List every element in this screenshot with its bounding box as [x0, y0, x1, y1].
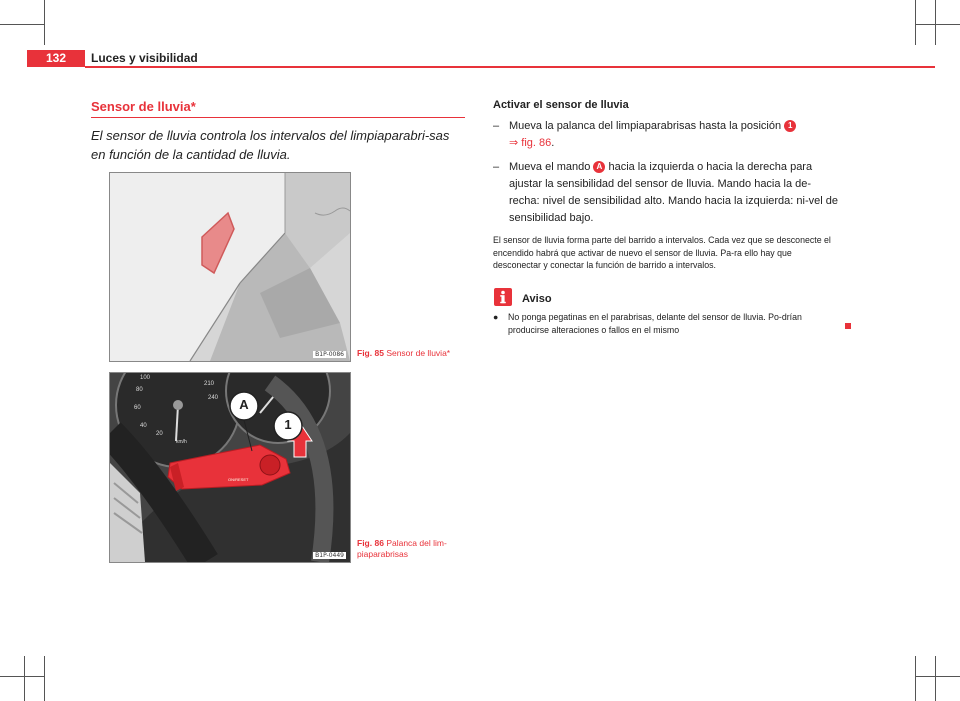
step-1 — [493, 118, 838, 152]
figure-86-caption — [357, 538, 467, 560]
step-text-end: . — [551, 137, 555, 149]
crop-mark — [24, 656, 25, 701]
step-text-end: hacia la izquierda o hacia la derecha para ajustar la sensibilidad del sensor de lluvia. Mando hacia la de-recha: nivel de sensibilidad alto. Mando hacia la izquierda: ni-vel de sensibilidad bajo. — [509, 161, 838, 224]
gauge-label: 80 — [136, 387, 143, 393]
crop-mark — [0, 676, 45, 677]
subsection-heading: Activar el sensor de lluvia — [493, 99, 629, 111]
crop-mark — [915, 24, 960, 25]
bullet: ● — [493, 312, 499, 322]
label-1: 1 — [284, 417, 292, 432]
step-text: Mueva el mando — [509, 161, 591, 173]
crop-mark — [44, 656, 45, 701]
intro-text: El sensor de lluvia controla los intervalos del limpiaparabri-sas en función de la cantidad de lluvia. — [91, 128, 450, 162]
caption-number: Fig. 85 — [357, 348, 384, 358]
speed-unit: km/h — [176, 439, 187, 445]
gauge-label: 60 — [134, 405, 141, 411]
gauge-label: 240 — [208, 395, 219, 401]
info-icon — [494, 288, 512, 306]
position-1-badge: 1 — [784, 120, 796, 132]
note-title: Aviso — [522, 293, 552, 305]
crop-mark — [915, 0, 916, 45]
section-rule — [91, 117, 465, 118]
figure-86-wiper-lever — [109, 372, 351, 563]
rain-sensor-illustration — [110, 173, 350, 361]
body-paragraph: El sensor de lluvia forma parte del barrido a intervalos. Cada vez que se desconecte el encendido habrá que activar de nuevo el sensor de lluvia. Pa-ra ello hay que desconectar y conectar la función de barrido a intervalos. — [493, 235, 831, 270]
crop-mark — [44, 0, 45, 45]
figure-image-code: B1P-0086 — [315, 351, 344, 358]
gauge-label: 20 — [156, 431, 163, 437]
crop-mark — [935, 0, 936, 45]
step-dash: – — [493, 161, 500, 173]
crop-mark — [915, 656, 916, 701]
step-dash: – — [493, 120, 500, 132]
caption-text: Sensor de lluvia* — [386, 348, 451, 358]
step-text: Mueva la palanca del limpiaparabrisas hasta la posición — [509, 120, 782, 132]
crop-mark — [935, 656, 936, 701]
figure-image-code: B1P-0449 — [315, 552, 344, 559]
crop-mark — [915, 676, 960, 677]
figure-85-caption — [357, 348, 467, 359]
section-heading: Sensor de lluvia* — [91, 99, 196, 114]
caption-number: Fig. 86 — [357, 538, 384, 548]
wiper-lever-illustration — [110, 373, 350, 562]
note-item — [493, 311, 838, 336]
header-rule — [85, 66, 935, 68]
lever-text: ON/RESET — [228, 477, 249, 482]
caption-text: Palanca del lim-piaparabrisas — [357, 538, 447, 559]
step-2 — [493, 159, 838, 227]
control-a-badge: A — [593, 161, 605, 173]
figure-86-link[interactable]: ⇒ fig. 86 — [509, 137, 552, 149]
page-title: Luces y visibilidad — [91, 51, 198, 65]
gauge-label: 100 — [140, 375, 151, 381]
note-icon — [494, 288, 512, 306]
gauge-label: 40 — [140, 423, 147, 429]
page-number: 132 — [27, 50, 85, 67]
crop-mark — [0, 24, 45, 25]
label-a: A — [239, 397, 249, 412]
figure-85-rain-sensor — [109, 172, 351, 362]
note-text: No ponga pegatinas en el parabrisas, delante del sensor de lluvia. Po-drían producirse alteraciones o fallos en el mismo — [508, 312, 802, 335]
gauge-label: 210 — [204, 381, 215, 387]
section-end-mark — [845, 323, 851, 329]
